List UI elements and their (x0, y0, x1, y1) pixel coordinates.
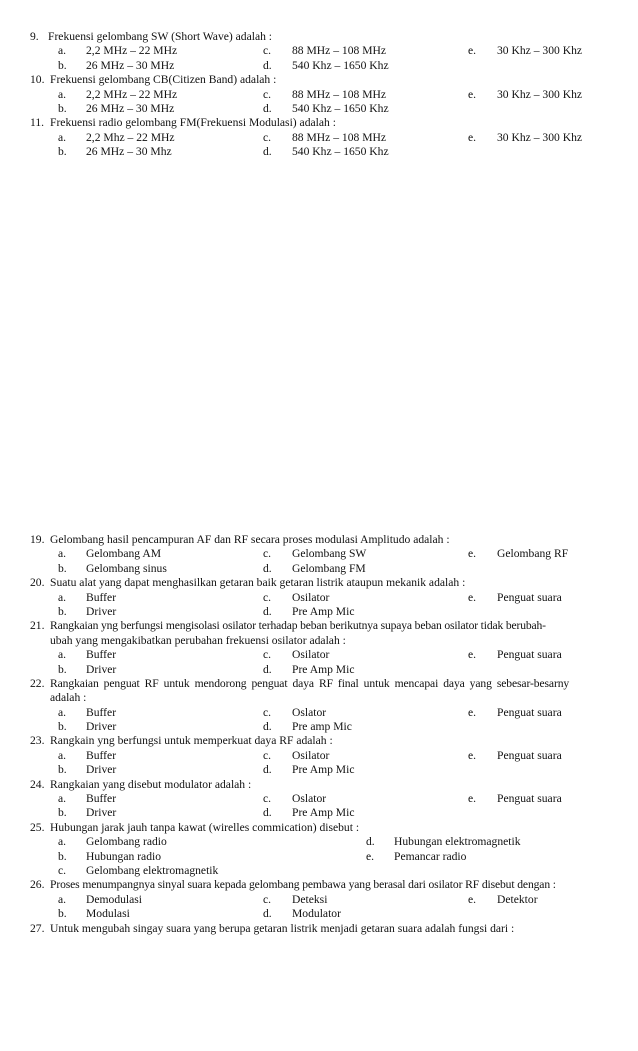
option-letter: a. (58, 748, 67, 762)
option-letter: b. (58, 58, 67, 72)
option-d: Pre Amp Mic (292, 662, 355, 676)
option-b: Modulasi (86, 907, 130, 921)
options-row (0, 59, 638, 73)
option-letter: a. (58, 892, 67, 906)
options-row (0, 806, 638, 820)
options-row (0, 605, 638, 619)
option-letter: c. (58, 863, 67, 877)
question-text: Frekuensi radio gelombang FM(Frekuensi Modulasi) adalah : (50, 116, 336, 130)
option-letter: e. (468, 44, 477, 58)
question-text: Rangkaian yang disebut modulator adalah : (50, 777, 252, 791)
option-letter: a. (58, 44, 67, 58)
options-row (0, 864, 638, 878)
option-d: Pre amp Mic (292, 720, 352, 734)
question-text: Untuk mengubah singay suara yang berupa getaran listrik menjadi getaran suara adalah fungsi dari : (50, 921, 515, 935)
option-letter: d. (263, 561, 272, 575)
option-b: Hubungan radio (86, 849, 162, 863)
option-letter: b. (58, 907, 67, 921)
option-a: Buffer (86, 590, 117, 604)
option-a: Demodulasi (86, 892, 143, 906)
option-letter: c. (263, 547, 272, 561)
question-number: 19. (30, 533, 45, 546)
option-text: 88 MHz – 108 MHz (292, 130, 387, 144)
option-letter: d. (263, 58, 272, 72)
questions-top (0, 30, 638, 160)
options-row (0, 648, 638, 662)
option-letter: e. (468, 130, 477, 144)
options-row (0, 591, 638, 605)
option-letter: b. (58, 763, 67, 777)
option-letter: d. (263, 720, 272, 734)
question-text-line2: ubah yang mengakibatkan perubahan frekuensi osilator adalah : (50, 633, 346, 647)
option-letter: b. (58, 849, 67, 863)
options-row (0, 145, 638, 159)
option-text: 26 MHz – 30 Mhz (86, 145, 172, 159)
option-letter: d. (263, 662, 272, 676)
option-letter: e. (468, 892, 477, 906)
option-text: 30 Khz – 300 Khz (497, 130, 583, 144)
option-letter: b. (58, 145, 67, 159)
options-row (0, 131, 638, 145)
option-letter: c. (263, 44, 272, 58)
option-text: 26 MHz – 30 MHz (86, 58, 175, 72)
option-c: Gelombang elektromagnetik (86, 863, 219, 877)
question-9 (0, 30, 638, 44)
option-e: Detektor (497, 892, 538, 906)
question-21 (0, 619, 638, 633)
option-a: Gelombang AM (86, 547, 162, 561)
question-text: Hubungan jarak jauh tanpa kawat (wirelles commication) disebut : (50, 820, 360, 834)
option-e: Penguat suara (497, 648, 562, 662)
option-letter: d. (263, 101, 272, 115)
question-number: 22. (30, 676, 45, 690)
option-a: Gelombang radio (86, 835, 167, 849)
option-c: Oslator (292, 705, 327, 719)
options-row (0, 706, 638, 720)
option-letter: a. (58, 705, 67, 719)
option-text: 88 MHz – 108 MHz (292, 87, 387, 101)
option-letter: e. (468, 547, 477, 561)
option-c: Deteksi (292, 892, 328, 906)
option-letter: a. (58, 648, 67, 662)
option-text: 88 MHz – 108 MHz (292, 44, 387, 58)
option-e: Penguat suara (497, 792, 562, 806)
option-letter: b. (58, 561, 67, 575)
option-letter: d. (366, 835, 375, 849)
option-letter: d. (263, 806, 272, 820)
option-c: Oslator (292, 792, 327, 806)
option-letter: d. (263, 763, 272, 777)
option-letter: e. (366, 849, 375, 863)
option-a: Buffer (86, 748, 117, 762)
options-row (0, 763, 638, 777)
option-text: 540 Khz – 1650 Khz (292, 145, 389, 159)
option-letter: a. (58, 590, 67, 604)
questions-bottom (0, 533, 638, 936)
option-b: Driver (86, 806, 117, 820)
option-letter: c. (263, 590, 272, 604)
option-letter: e. (468, 792, 477, 806)
option-letter: e. (468, 648, 477, 662)
option-text: 2,2 MHz – 22 MHz (86, 44, 178, 58)
question-25 (0, 821, 638, 835)
question-21-cont (0, 634, 638, 648)
option-text: 26 MHz – 30 MHz (86, 101, 175, 115)
option-letter: c. (263, 748, 272, 762)
option-text: 30 Khz – 300 Khz (497, 44, 583, 58)
option-a: Buffer (86, 705, 117, 719)
option-c: Gelombang SW (292, 547, 367, 561)
option-letter: b. (58, 720, 67, 734)
option-d: Modulator (292, 907, 341, 921)
question-text: Frekuensi gelombang CB(Citizen Band) adalah : (50, 73, 277, 87)
option-letter: e. (468, 87, 477, 101)
options-row (0, 893, 638, 907)
options-row (0, 102, 638, 116)
options-row (0, 792, 638, 806)
options-row (0, 663, 638, 677)
option-text: 2,2 Mhz – 22 MHz (86, 130, 175, 144)
option-b: Driver (86, 604, 117, 618)
question-11 (0, 116, 638, 130)
options-row (0, 88, 638, 102)
question-text: Frekuensi gelombang SW (Short Wave) adalah : (48, 30, 273, 43)
option-letter: c. (263, 87, 272, 101)
question-24 (0, 778, 638, 792)
option-c: Osilator (292, 748, 330, 762)
options-row (0, 835, 638, 849)
option-letter: b. (58, 662, 67, 676)
question-text-line1: Rangkaian yng berfungsi mengisolasi osilator terhadap beban berikutnya supaya beban osilator tidak berubah- (50, 619, 546, 633)
option-b: Driver (86, 763, 117, 777)
option-e: Penguat suara (497, 748, 562, 762)
option-d: Gelombang FM (292, 561, 366, 575)
question-26 (0, 878, 638, 892)
options-row (0, 720, 638, 734)
question-27 (0, 922, 638, 936)
option-a: Buffer (86, 792, 117, 806)
option-d: Pre Amp Mic (292, 604, 355, 618)
question-number: 10. (30, 73, 45, 87)
option-letter: a. (58, 87, 67, 101)
option-letter: c. (263, 705, 272, 719)
option-letter: b. (58, 806, 67, 820)
option-d: Pre Amp Mic (292, 806, 355, 820)
option-d: Pre Amp Mic (292, 763, 355, 777)
question-text: Rangkain yng berfungsi untuk memperkuat daya RF adalah : (50, 734, 333, 748)
option-d: Hubungan elektromagnetik (394, 835, 521, 849)
question-20 (0, 576, 638, 590)
option-b: Gelombang sinus (86, 561, 167, 575)
option-letter: c. (263, 892, 272, 906)
option-letter: a. (58, 792, 67, 806)
question-number: 27. (30, 921, 45, 935)
question-text: Suatu alat yang dapat menghasilkan getaran baik getaran listrik ataupun mekanik adalah : (50, 576, 466, 590)
option-letter: b. (58, 604, 67, 618)
options-row (0, 562, 638, 576)
option-text: 2,2 MHz – 22 MHz (86, 87, 178, 101)
question-19 (0, 533, 638, 547)
option-letter: e. (468, 748, 477, 762)
option-letter: c. (263, 648, 272, 662)
question-22 (0, 677, 638, 691)
option-letter: d. (263, 907, 272, 921)
option-text: 540 Khz – 1650 Khz (292, 58, 389, 72)
option-b: Driver (86, 720, 117, 734)
question-number: 9. (30, 30, 39, 43)
question-number: 11. (30, 116, 45, 130)
question-text: Gelombang hasil pencampuran AF dan RF secara proses modulasi Amplitudo adalah : (50, 533, 450, 546)
options-row (0, 850, 638, 864)
option-letter: e. (468, 705, 477, 719)
options-row (0, 749, 638, 763)
option-e: Penguat suara (497, 705, 562, 719)
option-b: Driver (86, 662, 117, 676)
option-text: 30 Khz – 300 Khz (497, 87, 583, 101)
question-number: 23. (30, 734, 45, 748)
question-text-line2: adalah : (50, 691, 87, 705)
option-e: Pemancar radio (394, 849, 467, 863)
option-letter: d. (263, 145, 272, 159)
question-text-line1: Rangkaian penguat RF untuk mendorong penguat daya RF final untuk mencapai daya yang sebesar-besarny (50, 676, 570, 690)
question-23 (0, 734, 638, 748)
option-letter: d. (263, 604, 272, 618)
option-text: 540 Khz – 1650 Khz (292, 101, 389, 115)
question-number: 24. (30, 777, 45, 791)
question-10 (0, 73, 638, 87)
option-e: Penguat suara (497, 590, 562, 604)
option-letter: a. (58, 130, 67, 144)
option-letter: c. (263, 792, 272, 806)
option-letter: b. (58, 101, 67, 115)
options-row (0, 907, 638, 921)
option-letter: a. (58, 547, 67, 561)
option-e: Gelombang RF (497, 547, 569, 561)
question-text: Proses menumpangnya sinyal suara kepada gelombang pembawa yang berasal dari osilator RF disebut dengan : (50, 878, 556, 892)
option-a: Buffer (86, 648, 117, 662)
option-letter: c. (263, 130, 272, 144)
question-number: 25. (30, 820, 45, 834)
options-row (0, 547, 638, 561)
option-c: Osilator (292, 648, 330, 662)
question-number: 21. (30, 619, 45, 633)
option-letter: a. (58, 835, 67, 849)
question-number: 20. (30, 576, 45, 590)
question-number: 26. (30, 878, 45, 892)
option-c: Osilator (292, 590, 330, 604)
question-22-cont (0, 691, 638, 705)
option-letter: e. (468, 590, 477, 604)
options-row (0, 44, 638, 58)
